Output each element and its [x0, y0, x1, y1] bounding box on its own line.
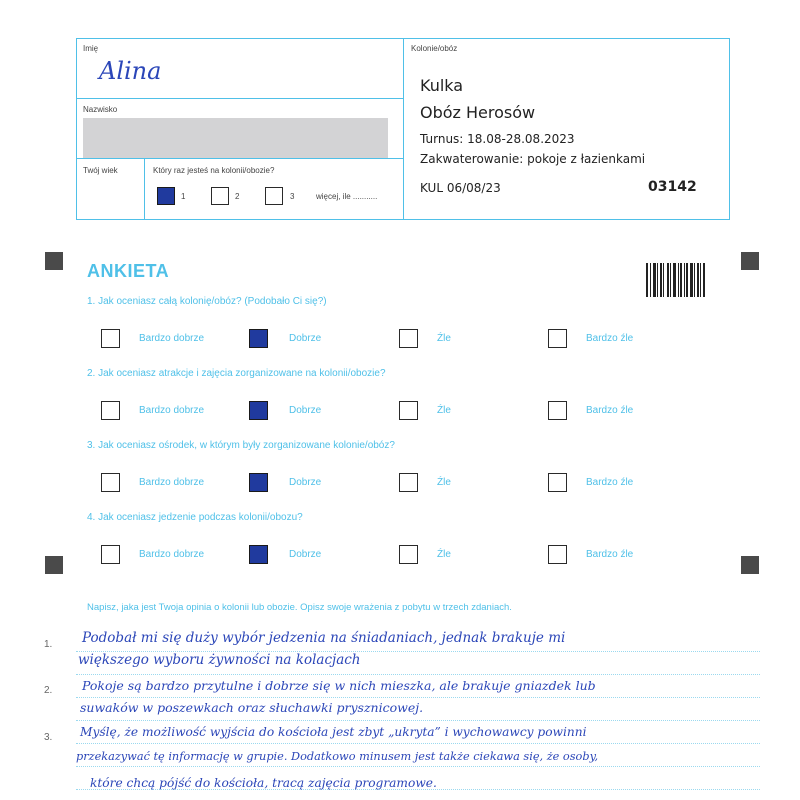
q3-bardzo-zle-label: Bardzo źle [586, 477, 634, 488]
survey-title: ANKIETA [87, 261, 170, 281]
q2-zle-label: Źle [437, 405, 451, 416]
q2-bardzo-dobrze-label: Bardzo dobrze [139, 405, 205, 416]
opinion-prompt: Napisz, jaka jest Twoja opinia o kolonii lub obozie. Opisz swoje wrażenia z pobytu w trzech zdaniach. [87, 602, 512, 613]
header-divider [403, 39, 404, 219]
barcode [646, 263, 705, 297]
answer-1-line-2: większego wyboru żywności na kolacjach [78, 652, 361, 668]
q3-zle-checkbox[interactable] [399, 473, 418, 492]
registration-marker [741, 556, 759, 574]
answer-2-line-1: Pokoje są bardzo przytulne i dobrze się w nich mieszka, ale brakuje gniazdek lub [82, 678, 596, 693]
q4-dobrze-label: Dobrze [289, 549, 322, 560]
q4-bardzo-zle-label: Bardzo źle [586, 549, 634, 560]
raz-option-3: 3 [290, 192, 295, 201]
q1-bardzo-dobrze-checkbox[interactable] [101, 329, 120, 348]
question-1: 1. Jak oceniasz całą kolonię/obóz? (Podobało Ci się?) [87, 296, 327, 307]
header-divider [144, 158, 145, 219]
answer-2-line-2: suwaków w poszewkach oraz słuchawki prysznicowej. [80, 700, 424, 715]
imie-label: Imię [83, 44, 99, 53]
q4-bardzo-dobrze-label: Bardzo dobrze [139, 549, 205, 560]
q3-zle-label: Źle [437, 477, 451, 488]
q4-bardzo-zle-checkbox[interactable] [548, 545, 567, 564]
answer-1-line-1: Podobał mi się duży wybór jedzenia na śniadaniach, jednak brakuje mi [82, 630, 566, 646]
answer-3-line-2: przekazywać tę informację w grupie. Dodatkowo minusem jest także ciekawa się, że osoby, [76, 750, 599, 763]
q1-zle-label: Źle [437, 333, 451, 344]
q3-dobrze-checkbox[interactable] [249, 473, 268, 492]
answer-number-1: 1. [44, 639, 53, 650]
raz-label: Który raz jesteś na kolonii/obozie? [153, 166, 275, 175]
redacted-surname [83, 118, 388, 158]
zakwaterowanie: Zakwaterowanie: pokoje z łazienkami [420, 152, 646, 166]
q3-bardzo-dobrze-checkbox[interactable] [101, 473, 120, 492]
question-3: 3. Jak oceniasz ośrodek, w którym były zorganizowane kolonie/obóz? [87, 440, 395, 451]
answer-line [76, 674, 760, 675]
answer-line [76, 766, 760, 767]
kolonia-label: Kolonie/obóz [411, 44, 458, 53]
q4-zle-checkbox[interactable] [399, 545, 418, 564]
q1-dobrze-label: Dobrze [289, 333, 322, 344]
q2-zle-checkbox[interactable] [399, 401, 418, 420]
question-4: 4. Jak oceniasz jedzenie podczas kolonii/obozu? [87, 512, 303, 523]
header-divider [77, 158, 403, 159]
q4-dobrze-checkbox[interactable] [249, 545, 268, 564]
raz-option-2: 2 [235, 192, 240, 201]
question-2: 2. Jak oceniasz atrakcje i zajęcia zorganizowane na kolonii/obozie? [87, 368, 386, 379]
kolonia-name: Kulka [420, 76, 464, 95]
header-box [76, 38, 730, 220]
raz-checkbox-3[interactable] [265, 187, 283, 205]
raz-checkbox-1[interactable] [157, 187, 175, 205]
answer-number-2: 2. [44, 685, 53, 696]
q2-bardzo-zle-label: Bardzo źle [586, 405, 634, 416]
registration-marker [45, 252, 63, 270]
header-divider [77, 98, 403, 99]
q2-dobrze-checkbox[interactable] [249, 401, 268, 420]
numer: 03142 [648, 179, 697, 195]
q4-bardzo-dobrze-checkbox[interactable] [101, 545, 120, 564]
q2-dobrze-label: Dobrze [289, 405, 322, 416]
q1-zle-checkbox[interactable] [399, 329, 418, 348]
raz-checkbox-2[interactable] [211, 187, 229, 205]
nazwisko-label: Nazwisko [83, 105, 118, 114]
imie-value[interactable]: Alina [99, 57, 162, 85]
registration-marker [741, 252, 759, 270]
q2-bardzo-dobrze-checkbox[interactable] [101, 401, 120, 420]
turnus: Turnus: 18.08-28.08.2023 [420, 132, 575, 146]
answer-line [76, 743, 760, 744]
answer-line [76, 697, 760, 698]
answer-3-line-3: które chcą pójść do kościoła, tracą zajęcia programowe. [90, 776, 437, 790]
raz-option-more: więcej, ile ........... [316, 192, 378, 201]
q1-dobrze-checkbox[interactable] [249, 329, 268, 348]
answer-3-line-1: Myślę, że możliwość wyjścia do kościoła jest zbyt „ukryta” i wychowawcy powinni [80, 725, 587, 739]
kod: KUL 06/08/23 [420, 181, 501, 195]
q3-bardzo-dobrze-label: Bardzo dobrze [139, 477, 205, 488]
kolonia-program: Obóz Herosów [420, 103, 536, 122]
q1-bardzo-dobrze-label: Bardzo dobrze [139, 333, 205, 344]
registration-marker [45, 556, 63, 574]
q1-bardzo-zle-checkbox[interactable] [548, 329, 567, 348]
q1-bardzo-zle-label: Bardzo źle [586, 333, 634, 344]
q2-bardzo-zle-checkbox[interactable] [548, 401, 567, 420]
raz-option-1: 1 [181, 192, 186, 201]
q3-dobrze-label: Dobrze [289, 477, 322, 488]
q4-zle-label: Źle [437, 549, 451, 560]
answer-number-3: 3. [44, 732, 53, 743]
q3-bardzo-zle-checkbox[interactable] [548, 473, 567, 492]
wiek-label: Twój wiek [83, 166, 118, 175]
answer-line [76, 720, 760, 721]
